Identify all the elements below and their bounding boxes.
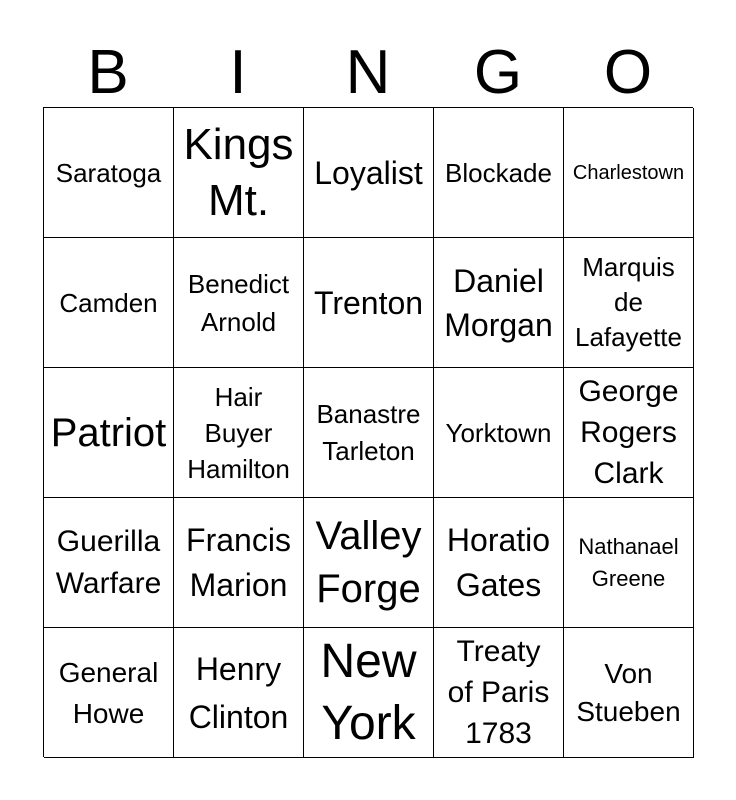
bingo-cell[interactable] <box>174 498 304 628</box>
bingo-cell[interactable] <box>434 368 564 498</box>
cell-label: Francis Marion <box>186 521 291 603</box>
cell-label: Charlestown <box>572 161 685 184</box>
bingo-cell[interactable] <box>174 238 304 368</box>
bingo-cell[interactable] <box>304 108 434 238</box>
bingo-cell[interactable] <box>44 108 174 238</box>
cell-label: Valley Forge <box>315 513 422 611</box>
cell-label: Nathanael Greene <box>578 533 679 591</box>
bingo-cell[interactable] <box>44 498 174 628</box>
header-letter-b: B <box>87 38 129 107</box>
cell-label: Trenton <box>313 284 424 321</box>
bingo-cell[interactable] <box>174 108 304 238</box>
bingo-cell[interactable] <box>564 628 694 758</box>
cell-label: Daniel Morgan <box>444 262 553 343</box>
cell-label: Kings Mt. <box>183 119 294 225</box>
cell-label: Horatio Gates <box>446 521 551 603</box>
cell-label: Patriot <box>50 410 167 455</box>
header-letter-g: G <box>473 38 523 107</box>
header-letter-n: N <box>345 38 391 107</box>
cell-label: Marquis de Lafayette <box>575 252 682 352</box>
bingo-cell[interactable] <box>564 368 694 498</box>
cell-label: Camden <box>59 287 158 318</box>
bingo-cell[interactable] <box>564 238 694 368</box>
cell-label: Blockade <box>445 157 552 188</box>
cell-label: Benedict Arnold <box>187 268 290 337</box>
cell-label: Guerilla Warfare <box>55 524 162 600</box>
bingo-cell[interactable] <box>434 628 564 758</box>
bingo-cell[interactable] <box>434 498 564 628</box>
cell-label: Yorktown <box>445 417 552 448</box>
cell-label: Von Stueben <box>576 657 681 727</box>
header-letter-i: I <box>229 38 247 107</box>
bingo-cell[interactable] <box>174 368 304 498</box>
bingo-cell[interactable] <box>44 368 174 498</box>
cell-label: George Rogers Clark <box>578 375 679 490</box>
bingo-cell[interactable] <box>434 108 564 238</box>
bingo-header <box>43 40 693 106</box>
cell-label: Henry Clinton <box>188 650 289 735</box>
bingo-cell[interactable] <box>304 368 434 498</box>
cell-label: Banastre Tarleton <box>316 398 421 466</box>
cell-label: Loyalist <box>314 154 423 191</box>
header-letter-o: O <box>603 38 653 107</box>
cell-label: General Howe <box>58 656 159 729</box>
bingo-cell[interactable] <box>44 628 174 758</box>
bingo-cell[interactable] <box>44 238 174 368</box>
bingo-board <box>43 107 693 757</box>
cell-label: Treaty of Paris 1783 <box>447 635 550 750</box>
bingo-cell[interactable] <box>304 498 434 628</box>
cell-label: Hair Buyer Hamilton <box>187 381 290 484</box>
bingo-cell[interactable] <box>304 628 434 758</box>
bingo-cell[interactable] <box>434 238 564 368</box>
cell-label: New York <box>320 634 417 750</box>
bingo-cell[interactable] <box>564 108 694 238</box>
bingo-cell[interactable] <box>564 498 694 628</box>
cell-label: Saratoga <box>55 157 162 188</box>
bingo-cell[interactable] <box>304 238 434 368</box>
bingo-cell[interactable] <box>174 628 304 758</box>
